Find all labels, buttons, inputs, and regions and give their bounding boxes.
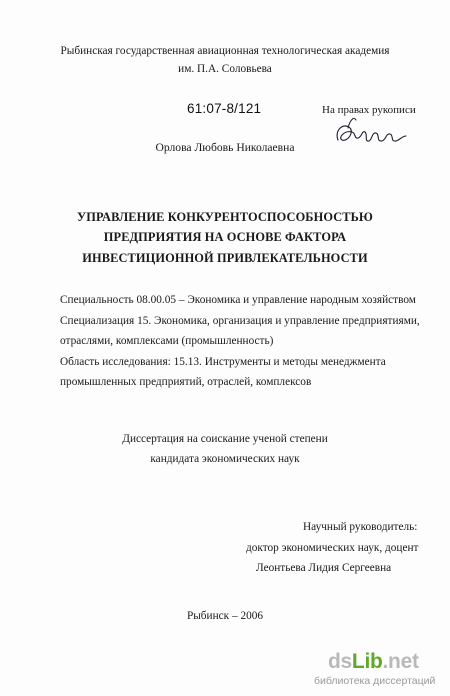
institution-name-line-2: им. П.А. Соловьева <box>178 63 272 75</box>
dslib-logo <box>328 650 419 674</box>
supervisor-role: Научный руководитель: <box>303 521 418 533</box>
research-area-line: Область исследования: 15.13. Инструменты и методы менеджмента <box>60 356 386 368</box>
institution-name-line-1: Рыбинская государственная авиационная технологическая академия <box>60 45 390 57</box>
city-and-year: Рыбинск – 2006 <box>186 610 264 622</box>
degree-statement-line-1: Диссертация на соискание ученой степени <box>122 433 328 445</box>
dissertation-title-line-1: УПРАВЛЕНИЕ КОНКУРЕНТОСПОСОБНОСТЬЮ <box>77 210 373 224</box>
research-area-line-continued: промышленных предприятий, отраслей, комплексов <box>60 376 312 388</box>
dissertation-title-line-2: ПРЕДПРИЯТИЯ НА ОСНОВЕ ФАКТОРА <box>103 230 347 244</box>
specialty-line: Специальность 08.00.05 – Экономика и управление народным хозяйством <box>60 294 416 306</box>
supervisor-name: Леонтьева Лидия Сергеевна <box>256 562 392 574</box>
dissertation-title-line-3: ИНВЕСТИЦИОННОЙ ПРИВЛЕКАТЕЛЬНОСТИ <box>82 251 368 265</box>
rights-note: На правах рукописи <box>322 104 416 116</box>
degree-statement-line-2: кандидата экономических наук <box>150 453 300 465</box>
specialization-line-continued: отраслями, комплексами (промышленность) <box>60 335 274 347</box>
logo-part-lib: Lib <box>351 650 383 673</box>
archive-code-stamp: 61:07-8/121 <box>187 101 262 116</box>
dslib-subtitle: библиотека диссертаций <box>314 675 436 687</box>
logo-part-net: .net <box>382 650 419 673</box>
author-name: Орлова Любовь Николаевна <box>155 141 295 154</box>
logo-part-ds: ds <box>328 650 352 673</box>
specialization-line: Специализация 15. Экономика, организация и управление предприятиями, <box>60 315 420 327</box>
supervisor-degree: доктор экономических наук, доцент <box>246 542 419 554</box>
dslib-watermark[interactable] <box>312 650 442 690</box>
